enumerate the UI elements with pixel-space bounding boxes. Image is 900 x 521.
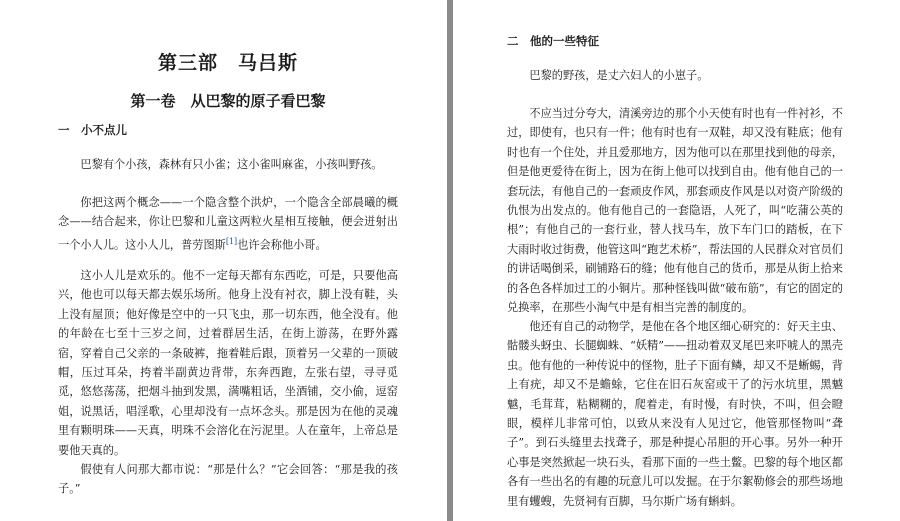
left-page <box>0 0 447 521</box>
footnote-link[interactable]: [1] <box>225 236 238 246</box>
section-title-1: 一 小不点儿 <box>58 123 127 137</box>
paragraph-1: 巴黎有个小孩，森林有只小雀；这小雀叫麻雀，小孩叫野孩。 <box>80 158 383 171</box>
part-title: 第三部 马吕斯 <box>157 52 298 74</box>
paragraph-5: 巴黎的野孩，是丈六妇人的小崽子。 <box>529 69 709 82</box>
paragraph-6: 不应当过分夸大，清溪旁边的那个小天使有时也有一件衬衫，不过，即使有，也只有一件；他有时也有一双鞋，却又没有鞋底；他有时也有一个住处，并且爱那地方，因为他可以在那里找到他的母亲，但是他更爱待在街上，因为在街上他可以找到自由。他有他自己的一套玩法，有他自己的一套顽皮作风，那套顽皮作风是以对资产阶级的仇恨为出发点的。他有他自己的一套隐语，人死了，叫“吃蒲公英的根”；有他自己的一套行业，替人找马车，放下车门口的踏板，在下大雨时收过街费，他管这叫“跑艺术桥”，帮法国的人民群众对官员们的讲话喝倒采，刷铺路石的缝；他有他自己的货币，那是从街上拾来的各色各样加过工的小铜片。那种怪钱叫做“破布筋”，有它的固定的兑换率，在那些小淘气中是有相当完善的制度的。 <box>507 107 843 315</box>
paragraph-7: 他还有自己的动物学，是他在各个地区细心研究的：好天主虫、骷髅头蚜虫、长腿蜘蛛、“妖精”——扭动着双叉尾巴来吓唬人的黑壳虫。他有他的一种传说中的怪物，肚子下面有鳞，却又不是蜥蜴，背上有疣，却又不是蟾蜍，它住在旧石灰窑或干了的污水坑里，黑魆魆，毛茸茸，粘糊糊的，爬着走，有时慢，有时快，不叫，但会瞪眼，模样儿非常可怕，以致从来没有人见过它，他管那怪物叫“聋子”。到石头缝里去找聋子，那是种提心吊胆的开心事。另外一种开心事是突然掀起一块石头，看那下面的一些土鳖。巴黎的每个地区都各有一些出名的有趣的玩意儿可以发掘。在于尔絮勒修会的那些场地里有蠼螋，先贤祠有百脚，马尔斯广场有蝌蚪。 <box>507 320 843 508</box>
right-page <box>453 0 900 521</box>
paragraph-4: 假使有人问那大都市说：“那是什么？”它会回答：“那是我的孩子。” <box>58 463 398 496</box>
paragraph-2 <box>58 193 398 255</box>
section-title-2: 二 他的一些特征 <box>507 34 599 48</box>
paragraph-3: 这小人儿是欢乐的。他不一定每天都有东西吃，可是，只要他高兴，他也可以每天都去娱乐场所。他身上没有衬衣，脚上没有鞋，头上没有屋顶；他好像是空中的一只飞虫，那一切东西，他全没有。他的年龄在七至十三岁之间，过着群居生活，在街上游荡，在野外露宿，穿着自己父亲的一条破裤，拖着鞋后跟，顶着另一父辈的一顶破帽，压过耳朵，挎着半副黄边背带，东奔西跑，左张右望，寻寻觅觅，悠悠荡荡，把烟斗抽到发黑，满嘴粗话，坐酒铺，交小偷，逗窑姐，说黑话，唱淫歌，心里却没有一点坏念头。那是因为在他的灵魂里有颗明珠——天真，明珠不会溶化在污泥里。人在童年，上帝总是要他天真的。 <box>58 269 398 457</box>
paragraph-2-tail: 也许会称他小哥。 <box>237 238 327 252</box>
volume-title: 第一卷 从巴黎的原子看巴黎 <box>130 92 326 110</box>
paragraph-2-text: 你把这两个概念——一个隐含整个洪炉，一个隐含全部晨曦的概念——结合起来，你让巴黎和儿童这两粒火星相互接触，便会迸射出一个小人儿。这小人儿，普劳图斯 <box>58 196 398 252</box>
